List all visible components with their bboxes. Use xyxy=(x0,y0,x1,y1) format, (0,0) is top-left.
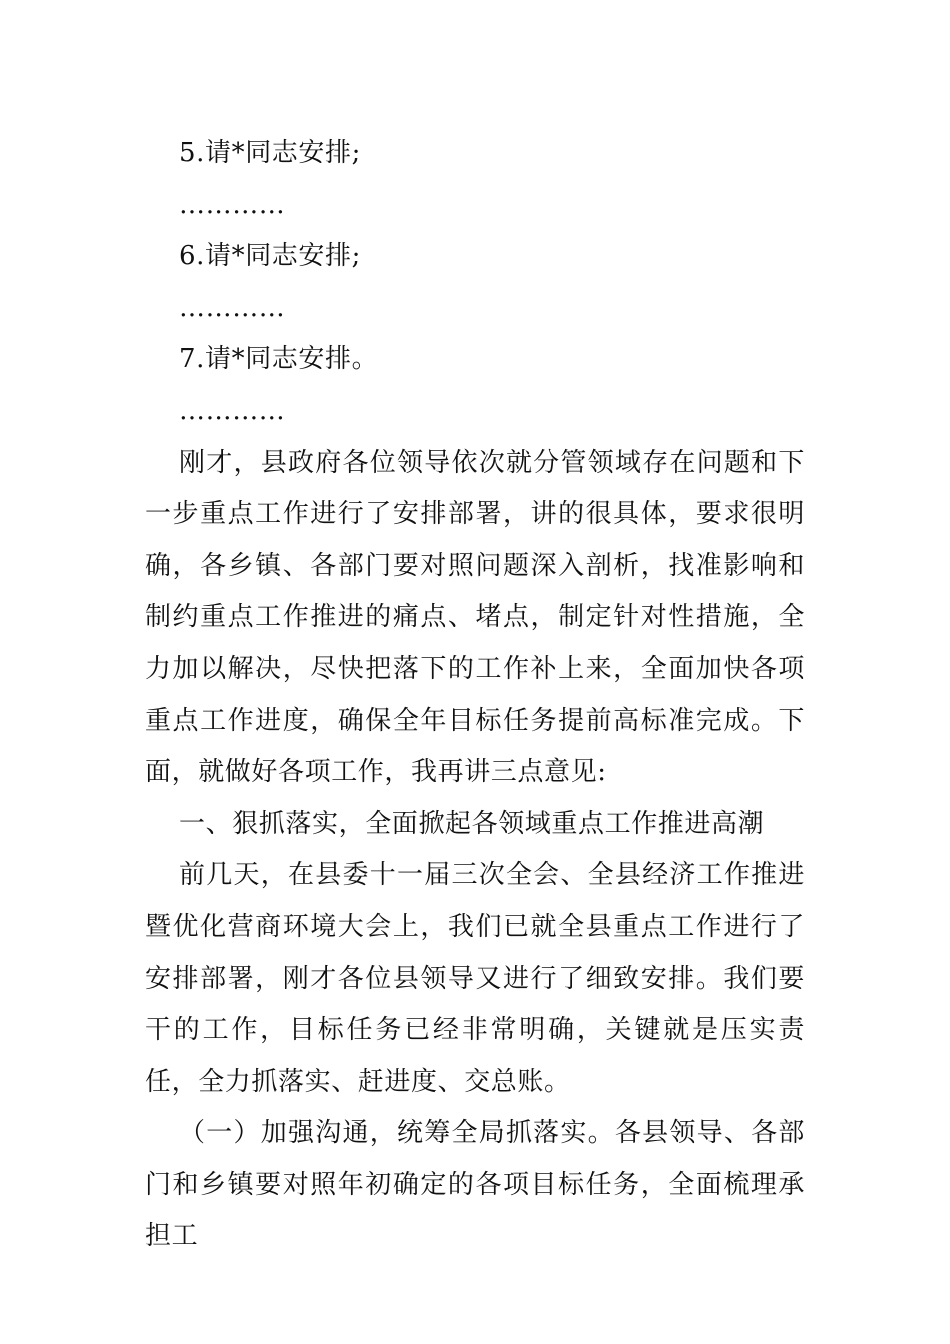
list-item-6: 6.请*同志安排; xyxy=(179,241,361,272)
ellipsis-7: ………… xyxy=(179,395,286,426)
paragraph-subsection-1: （一）加强沟通，统筹全局抓落实。各县领导、各部门和乡镇要对照年初确定的各项目标任务，全面梳理承担工 xyxy=(145,1118,805,1252)
list-item-5: 5.请*同志安排; xyxy=(179,138,361,168)
ellipsis-5: ………… xyxy=(179,189,286,220)
section-heading-1: 一、狠抓落实，全面掀起各领域重点工作推进高潮 xyxy=(179,808,765,839)
list-item-7: 7.请*同志安排。 xyxy=(179,344,379,375)
document-body xyxy=(145,128,805,1263)
ellipsis-6: ………… xyxy=(179,292,286,323)
paragraph-intro: 刚才，县政府各位领导依次就分管领域存在问题和下一步重点工作进行了安排部署，讲的很具体，要求很明确，各乡镇、各部门要对照问题深入剖析，找准影响和制约重点工作推进的痛点、堵点，制定针对性措施，全力加以解决，尽快把落下的工作补上来，全面加快各项重点工作进度，确保全年目标任务提前高标准完成。下面，就做好各项工作，我再讲三点意见: xyxy=(145,447,805,788)
paragraph-section-1: 前几天，在县委十一届三次全会、全县经济工作推进暨优化营商环境大会上，我们已就全县重点工作进行了安排部署，刚才各位县领导又进行了细致安排。我们要干的工作，目标任务已经非常明确，关键就是压实责任，全力抓落实、赶进度、交总账。 xyxy=(145,860,805,1097)
